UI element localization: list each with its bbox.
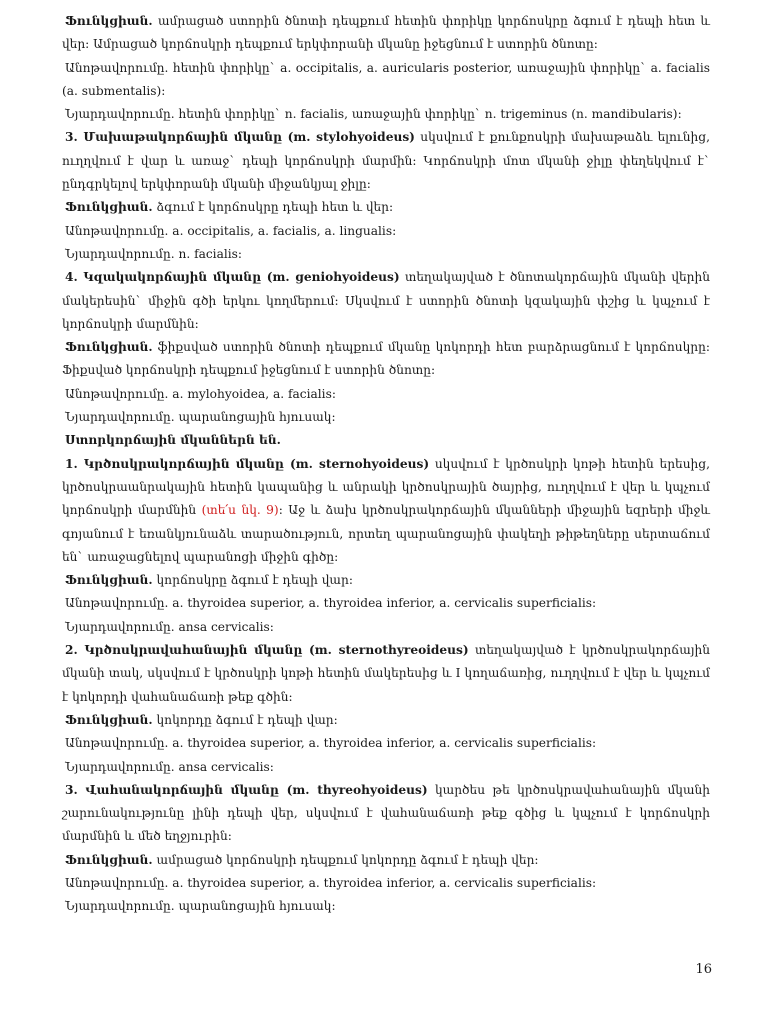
paragraph-text: կարծես թե կրծոսկրավահանային մկանի շարունակությունը լինի դեպի վեր, սկսվում է վահանաճառի թեք գծից և կպչում է կորճոսկրի մարմնին և մեծ եղջյուրին: <box>62 782 710 844</box>
paragraph-vascularization: Անոթավորումը. a. mylohyoidea, a. facialis: <box>65 386 336 401</box>
paragraph-text: տեղակայված է կրծոսկրակորճային մկանի տակ, սկսվում է կրծոսկրի կոթի հետին մակերեսից և I կողաճառից, ուղղվում է վեր և կպչում է կոկորդի վահանաճառի թեք գծին: <box>62 643 711 704</box>
paragraph-vascularization: Անոթավորումը. a. thyroidea superior, a. thyroidea inferior, a. cervicalis superficialis: <box>65 875 597 890</box>
paragraph-heading: Ֆունկցիան. <box>65 14 153 28</box>
paragraph-text: ամրացած կորճոսկրի դեպքում կոկորդը ձգում է դեպի վեր: <box>152 852 539 867</box>
paragraph-function <box>62 849 710 872</box>
section-heading: Ստորկորճային մկաններն են. <box>65 433 281 448</box>
paragraph-vascularization: Անոթավորումը. a. occipitalis, a. facialis, a. lingualis: <box>65 223 397 238</box>
muscle-heading: 2. Կրծոսկրավահանային մկանը (m. sternothyreoideus) <box>65 643 469 658</box>
paragraph-heading: Ֆունկցիան. <box>65 852 153 867</box>
paragraph-innervation: Նյարդավորումը. պարանոցային հյուսակ: <box>65 410 336 425</box>
page-number: 16 <box>695 962 712 977</box>
paragraph-muscle <box>62 779 710 849</box>
paragraph-vascularization: Անոթավորումը. a. thyroidea superior, a. thyroidea inferior, a. cervicalis superficialis: <box>65 596 597 611</box>
paragraph-heading: Ֆունկցիան. <box>65 712 153 727</box>
paragraph-text: տեղակայված է ծնոտակորճային մկանի վերին մակերեսին` միջին գծի երկու կողմերում: Սկսվում է ստորին ծնոտի կզակային փշից և կպչում է կորճոսկրի մարմնին: <box>62 270 710 331</box>
muscle-heading: 1. Կրծոսկրակորճային մկանը (m. sternohyoideus) <box>65 456 430 471</box>
paragraph-text: սկսվում է կրծոսկրի կոթի հետին երեսից, կրծոսկրաանրակային հետին կապանից և անրակի կրծոսկրային ծայրից, ուղղվում է վեր և կպչում կորճոսկրի մարմնին <box>62 456 710 518</box>
paragraph-text: ամրացած ստորին ծնոտի դեպքում հետին փորիկը կորճոսկրը ձգում է դեպի հետ և վեր: Ամրացած կորճոսկրի դեպքում երկփորանի մկանը իջեցնում է ստորին ծնոտը: <box>62 14 710 52</box>
paragraph-innervation: Նյարդավորումը. ansa cervicalis: <box>65 619 274 634</box>
paragraph-heading: Ֆունկցիան. <box>65 573 153 588</box>
paragraph-muscle <box>62 453 710 569</box>
paragraph-function <box>62 709 710 732</box>
paragraph-innervation: Նյարդավորումը. n. facialis: <box>65 246 242 261</box>
document-page <box>62 10 710 919</box>
paragraph-heading: Ֆունկցիան. <box>65 340 153 355</box>
paragraph-function <box>62 569 710 592</box>
muscle-heading: 3. Մախաթակորճային մկանը (m. stylohyoideus) <box>65 130 415 145</box>
paragraph-innervation: Նյարդավորումը. ansa cervicalis: <box>65 759 274 774</box>
paragraph-function <box>62 336 710 383</box>
paragraph-text: կոկորդը ձգում է դեպի վար: <box>152 712 338 727</box>
paragraph-text: կորճոսկրը ձգում է դեպի վար: <box>152 573 353 588</box>
paragraph-muscle <box>62 639 710 709</box>
figure-reference: (տե՛ս նկ. 9) <box>201 503 279 518</box>
paragraph-muscle <box>62 266 710 336</box>
paragraph-function <box>62 10 710 57</box>
muscle-heading: 3. Վահանակորճային մկանը (m. thyreohyoideus) <box>65 782 428 797</box>
paragraph-vascularization: Անոթավորումը. հետին փորիկը` a. occipitalis, a. auricularis posterior, առաջային փորիկը` a. facialis (a. submentalis): <box>62 60 710 98</box>
paragraph-innervation: Նյարդավորումը. հետին փորիկը` n. facialis, առաջային փորիկը` n. trigeminus (n. mandibularis): <box>65 107 682 122</box>
paragraph-muscle <box>62 126 710 196</box>
paragraph-heading: Ֆունկցիան. <box>65 200 153 215</box>
muscle-heading: 4. Կզակակորճային մկանը (m. geniohyoideus) <box>65 270 400 285</box>
paragraph-text: : Աջ և ձախ կրծոսկրակորճային մկանների միջային եզրերի միջև գոյանում է եռանկյունաձև տարածություն, որտեղ պարանոցային փակեղի թիթեղները սերտաճում են` առաջացնելով պարանոցի միջին գիծը: <box>62 503 711 564</box>
paragraph-text: ֆիքսված ստորին ծնոտի դեպքում մկանը կոկորդի հետ բարձրացնում է կորճոսկրը: Ֆիքսված կորճոսկրի դեպքում իջեցնում է ստորին ծնոտը: <box>62 340 710 378</box>
paragraph-function <box>62 196 710 219</box>
paragraph-text: սկսվում է քունքոսկրի մախաթաձև ելունից, ուղղվում է վար և առաջ` դեպի կորճոսկրի մարմին: Կորճոսկրի մոտ մկանի ջիլը փեղեկվում է` ընդգրկելով երկփորանի մկանի միջանկյալ ջիլը: <box>62 130 710 192</box>
paragraph-innervation: Նյարդավորումը. պարանոցային հյուսակ: <box>65 899 336 914</box>
paragraph-text: ձգում է կորճոսկրը դեպի հետ և վեր: <box>152 200 394 215</box>
paragraph-vascularization: Անոթավորումը. a. thyroidea superior, a. thyroidea inferior, a. cervicalis superficialis: <box>65 736 597 751</box>
